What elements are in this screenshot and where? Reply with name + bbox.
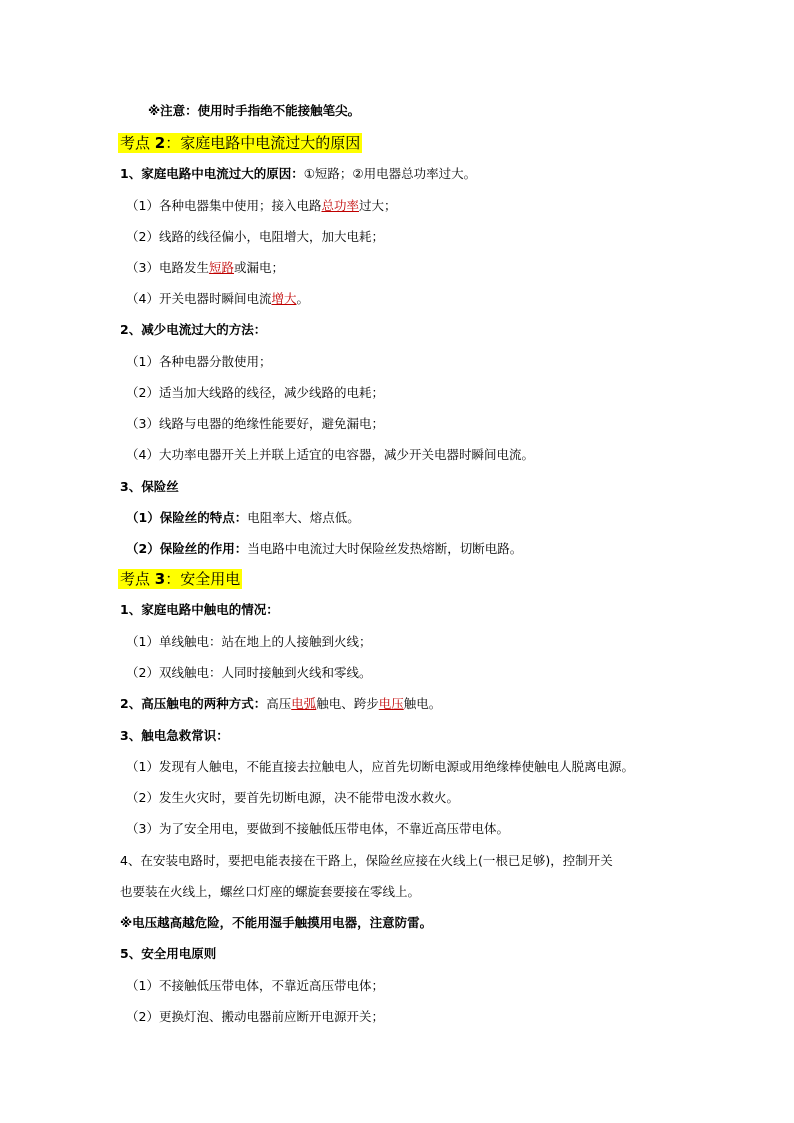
s3-case-2: （2）双线触电：人同时接触到火线和零线。	[126, 665, 372, 680]
s3-high-voltage: 2、高压触电的两种方式：高压电弧触电、跨步电压触电。	[120, 696, 442, 711]
s2-heading-causes: 1、家庭电路中电流过大的原因：①短路；②用电器总功率过大。	[120, 166, 477, 181]
s2-method-1: （1）各种电器分散使用；	[126, 354, 272, 369]
s3-heading-principles: 5、安全用电原则	[120, 946, 217, 961]
s3-install-line-2: 也要装在火线上，螺丝口灯座的螺旋套要接在零线上。	[120, 884, 421, 899]
note-pen-tip: ※注意：使用时手指绝不能接触笔尖。	[148, 103, 361, 118]
s2-method-2: （2）适当加大线路的线径，减少线路的电耗；	[126, 385, 384, 400]
s2-cause-1: （1）各种电器集中使用；接入电路总功率过大；	[126, 198, 397, 213]
s2-method-3: （3）线路与电器的绝缘性能要好，避免漏电；	[126, 416, 384, 431]
s2-cause-3: （3）电路发生短路或漏电；	[126, 260, 284, 275]
s2-heading-fuse: 3、保险丝	[120, 479, 179, 494]
s3-voltage-note: ※电压越高越危险，不能用湿手触摸用电器，注意防雷。	[120, 915, 433, 930]
s3-heading-first-aid: 3、触电急救常识：	[120, 728, 229, 743]
s2-method-4: （4）大功率电器开关上并联上适宜的电容器，减少开关电器时瞬间电流。	[126, 447, 534, 462]
section-3-heading: 考点 3：安全用电	[120, 570, 241, 588]
s3-heading-shock-cases: 1、家庭电路中触电的情况：	[120, 602, 279, 617]
s2-heading-methods: 2、减少电流过大的方法：	[120, 322, 267, 337]
s2-cause-4: （4）开关电器时瞬间电流增大。	[126, 291, 309, 306]
s3-install-line-1: 4、在安装电路时，要把电能表接在干路上，保险丝应接在火线上(一根已足够)，控制开关	[120, 853, 613, 868]
section-2-heading: 考点 2：家庭电路中电流过大的原因	[120, 134, 361, 152]
s2-fuse-feature: （1）保险丝的特点：电阻率大、熔点低。	[126, 510, 360, 525]
s2-fuse-function: （2）保险丝的作用：当电路中电流过大时保险丝发热熔断，切断电路。	[126, 541, 523, 556]
s3-aid-1: （1）发现有人触电，不能直接去拉触电人，应首先切断电源或用绝缘棒使触电人脱离电源。	[126, 759, 634, 774]
s3-case-1: （1）单线触电：站在地上的人接触到火线；	[126, 634, 372, 649]
s3-aid-3: （3）为了安全用电，要做到不接触低压带电体，不靠近高压带电体。	[126, 821, 509, 836]
s3-principle-1: （1）不接触低压带电体，不靠近高压带电体；	[126, 978, 384, 993]
s3-aid-2: （2）发生火灾时，要首先切断电源，决不能带电泼水救火。	[126, 790, 459, 805]
s2-cause-2: （2）线路的线径偏小，电阻增大，加大电耗；	[126, 229, 384, 244]
s3-principle-2: （2）更换灯泡、搬动电器前应断开电源开关；	[126, 1009, 384, 1024]
